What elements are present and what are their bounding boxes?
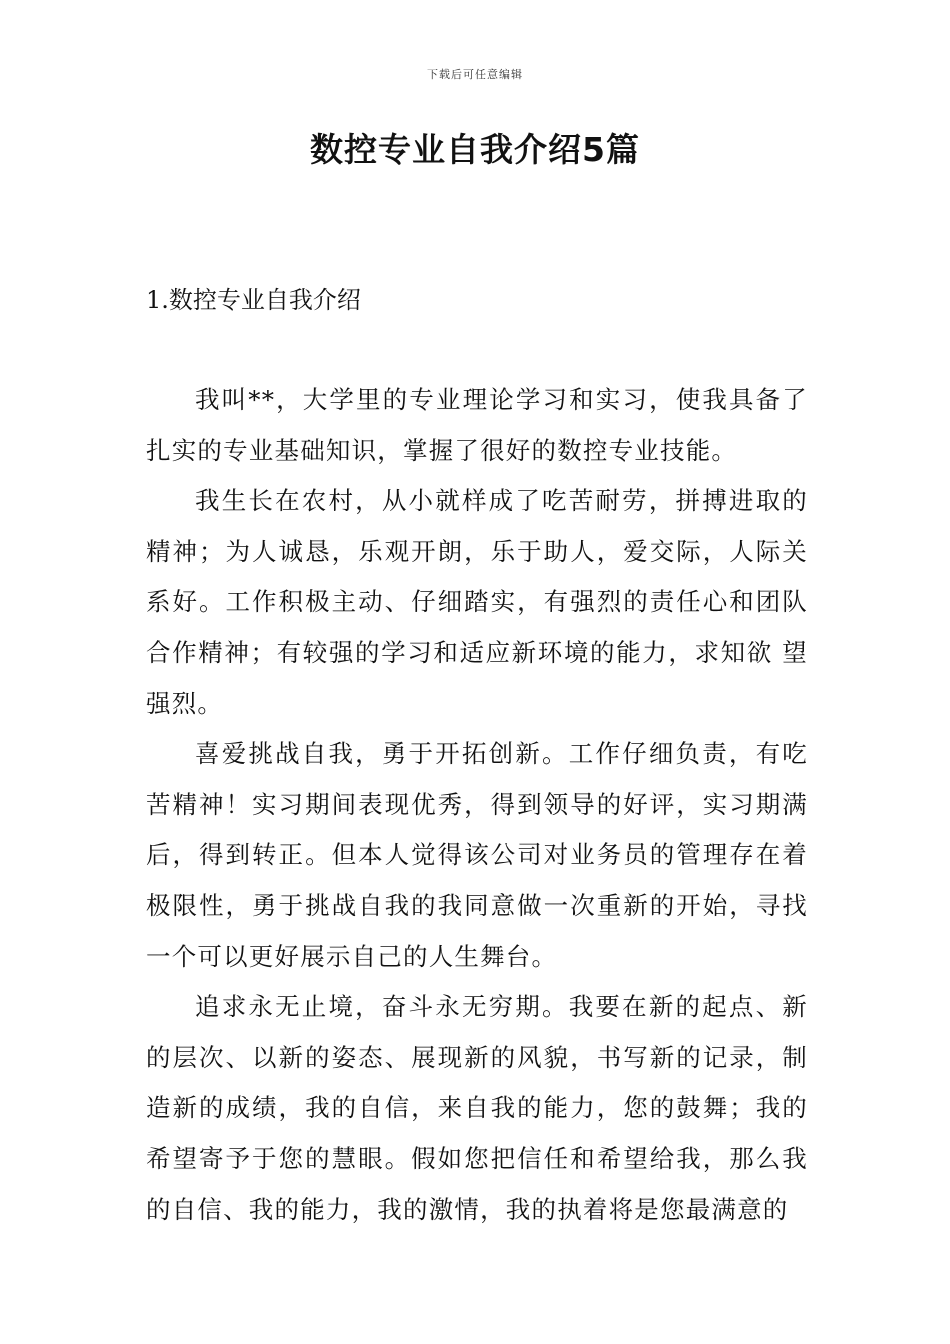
paragraph: 我生长在农村，从小就样成了吃苦耐劳，拼搏进取的精神；为人诚恳，乐观开朗，乐于助人，爱交际，人际关系好。工作积极主动、仔细踏实，有强烈的责任心和团队合作精神；有较强的学习和适应新环境的能力，求知欲 望强烈。	[146, 486, 808, 718]
document-body	[146, 375, 808, 1235]
paragraph: 追求永无止境，奋斗永无穷期。我要在新的起点、新的层次、以新的姿态、展现新的风貌，书写新的记录，制造新的成绩，我的自信，来自我的能力，您的鼓舞；我的希望寄予于您的慧眼。假如您把信任和希望给我，那么我的自信、我的能力，我的激情，我的执着将是您最满意的	[146, 992, 808, 1224]
document-title: 数控专业自我介绍5篇	[310, 130, 640, 169]
paragraph: 我叫**，大学里的专业理论学习和实习，使我具备了扎实的专业基础知识，掌握了很好的数控专业技能。	[146, 385, 808, 465]
header-note: 下载后可任意编辑	[427, 68, 523, 81]
paragraph: 喜爱挑战自我，勇于开拓创新。工作仔细负责，有吃苦精神！实习期间表现优秀，得到领导的好评，实习期满后，得到转正。但本人觉得该公司对业务员的管理存在着极限性，勇于挑战自我的我同意做一次重新的开始，寻找一个可以更好展示自己的人生舞台。	[146, 739, 808, 971]
section-heading: 1.数控专业自我介绍	[146, 286, 361, 314]
